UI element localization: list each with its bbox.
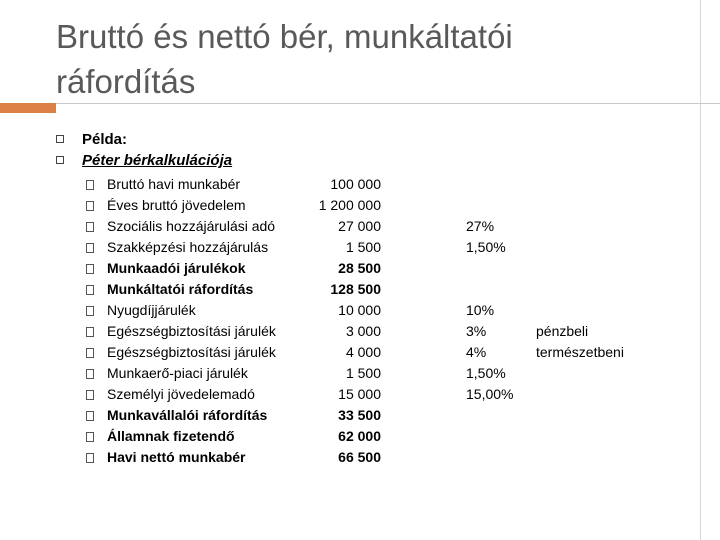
list-item [86,384,606,405]
item-amount: 27 000 [338,218,381,234]
item-percent: 15,00% [466,386,514,402]
list-item [86,258,606,279]
item-percent: 10% [466,302,495,318]
item-amount: 3 000 [345,323,381,339]
item-percent: 1,50% [466,239,506,255]
list-item [86,321,606,342]
item-label: Szociális hozzájárulási adó [107,218,276,234]
item-percent: 27% [466,218,495,234]
item-amount: 4 000 [345,344,381,360]
item-amount: 100 000 [330,176,381,192]
square-bullet-icon [86,243,94,253]
square-bullet-icon [86,222,94,232]
accent-bar [0,103,56,113]
item-amount: 33 500 [338,407,381,423]
square-bullet-icon [86,201,94,211]
square-bullet-icon [86,453,94,463]
square-bullet-icon [86,306,94,316]
item-label: Munkaadói járulékok [107,260,246,276]
item-label: Munkaerő-piaci járulék [107,365,248,381]
item-percent: 1,50% [466,365,506,381]
list-item [86,363,606,384]
item-amount: 1 200 000 [318,197,381,213]
item-amount: 1 500 [345,365,381,381]
item-label: Nyugdíjjárulék [107,302,196,318]
item-label: Egészségbiztosítási járulék [107,344,276,360]
square-bullet-icon [56,156,64,164]
bullet-text: Péter bérkalkulációja [82,152,233,169]
item-label: Államnak fizetendő [107,428,235,444]
item-amount: 28 500 [338,260,381,276]
item-amount: 15 000 [338,386,381,402]
item-amount: 66 500 [338,449,381,465]
item-label: Éves bruttó jövedelem [107,197,246,213]
title-rule [56,103,720,104]
item-label: Szakképzési hozzájárulás [107,239,269,255]
item-percent: 3% [466,323,487,339]
square-bullet-icon [86,264,94,274]
list-item [86,279,606,300]
square-bullet-icon [86,327,94,337]
square-bullet-icon [86,369,94,379]
square-bullet-icon [86,432,94,442]
item-amount: 62 000 [338,428,381,444]
item-label: Havi nettó munkabér [107,449,246,465]
item-amount: 1 500 [345,239,381,255]
square-bullet-icon [86,390,94,400]
item-label: Egészségbiztosítási járulék [107,323,276,339]
list-item [86,426,606,447]
item-percent: 4% [466,344,487,360]
list-item [86,195,606,216]
square-bullet-icon [86,411,94,421]
list-item [86,447,606,468]
list-item [86,342,624,363]
list-item [86,300,606,321]
item-label: Személyi jövedelemadó [107,386,255,402]
list-item [86,174,606,195]
item-note: természetbeni [536,344,624,360]
item-amount: 128 500 [330,281,381,297]
square-bullet-icon [86,180,94,190]
square-bullet-icon [86,348,94,358]
right-border-line [700,0,701,540]
item-note: pénzbeli [536,323,589,339]
slide-title: Bruttó és nettó bér, munkáltatói ráfordítás [56,18,513,100]
bullet-text: Példa: [82,131,128,148]
square-bullet-icon [56,135,64,143]
item-label: Bruttó havi munkabér [107,176,241,192]
list-item [86,237,606,258]
list-item [86,405,606,426]
item-label: Munkáltatói ráfordítás [107,281,254,297]
item-label: Munkavállalói ráfordítás [107,407,268,423]
square-bullet-icon [86,285,94,295]
item-amount: 10 000 [338,302,381,318]
list-item [86,216,606,237]
